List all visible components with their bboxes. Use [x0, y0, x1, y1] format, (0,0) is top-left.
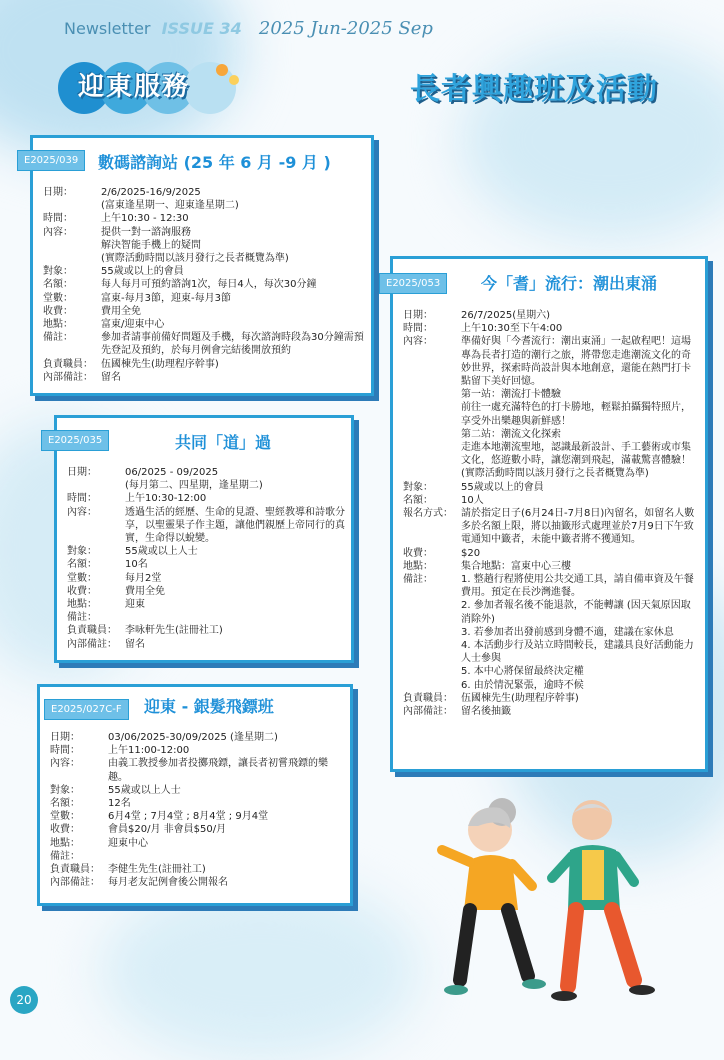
activity-details [50, 731, 344, 889]
detail-row: (實際活動時間以該月發行之長者概覽為準) [461, 468, 649, 480]
detail-row: (每月第二、四星期，逢星期二) [125, 480, 263, 492]
detail-row: 內容： 由義工教授參加者投擲飛鏢，讓長者初嘗飛鏢的樂趣。 [50, 758, 328, 783]
detail-row: 走進本地潮流聖地，認識最新設計、手工藝術或市集文化，悠遊數小時，讓您潮到飛起，滿載驚喜體驗！ [461, 442, 691, 467]
detail-row: 備註： [67, 612, 97, 624]
activity-code: E2025/027C-F [44, 699, 129, 720]
detail-row: 日期： 2/6/2025-16/9/2025 [43, 187, 201, 198]
detail-row: 日期： 06/2025 - 09/2025 [67, 467, 219, 478]
page-number: 20 [10, 986, 38, 1014]
detail-row: 收費： 費用全免 [67, 585, 165, 597]
issue-label: ISSUE 34 [161, 19, 242, 38]
detail-row: (實際活動時間以該月發行之長者概覽為準) [101, 253, 289, 265]
service-logo [54, 56, 249, 126]
issue-range: 2025 Jun-2025 Sep [258, 18, 433, 39]
detail-row: 內容： 透過生活的經歷、生命的見證、聖經教導和詩歌分享，以聖靈果子作主題，讓他們親歷上帝同行的真實，生命得以蛻變。 [67, 506, 345, 545]
activity-title: 共同「道」過 [175, 433, 272, 452]
detail-row: 收費： $20 [403, 547, 481, 559]
detail-row: 名額： 10名 [67, 559, 148, 571]
detail-row: 地點： 富東/迎東中心 [43, 319, 165, 331]
detail-row: 備註： 1. 整趟行程將使用公共交通工具，請自備車資及午餐費用。預定在長沙灣進餐。 [403, 574, 694, 599]
detail-row: 對象： 55歲或以上人士 [50, 784, 181, 796]
detail-row: 內容： 提供一對一諮詢服務 [43, 226, 191, 238]
detail-row: 負責職員： 伍國棟先生(助理程序幹事) [403, 692, 579, 704]
newsletter-header [64, 18, 433, 39]
detail-row: 負責職員： 李健生先生(註冊社工) [50, 864, 206, 876]
detail-row: 4. 本活動步行及站立時間較長，建議具良好活動能力人士參與 [461, 640, 694, 665]
detail-row: 地點： 迎東中心 [50, 837, 148, 849]
activity-card-darts-class [37, 684, 353, 906]
detail-row: 第一站：潮流打卡體驗 [461, 389, 561, 401]
detail-row: 收費： 會員$20/月 非會員$50/月 [50, 824, 227, 836]
detail-row: 時間： 上午10:30至下午4:00 [403, 323, 563, 335]
detail-row: (富東逢星期一、迎東逢星期二) [101, 200, 239, 212]
detail-row: 備註： [50, 850, 80, 862]
detail-row: 堂數： 6月4堂 ; 7月4堂 ; 8月4堂 ; 9月4堂 [50, 811, 269, 823]
activity-title: 迎東 - 銀髮飛鏢班 [144, 697, 274, 716]
detail-row: 地點： 迎東 [67, 599, 145, 611]
detail-row: 內部備註： 每月老友記例會後公開報名 [50, 877, 228, 889]
activity-card-faith-journey [48, 415, 354, 663]
detail-row: 內部備註： 留名後抽籤 [403, 706, 511, 718]
activity-title: 數碼諮詢站 (25 年 6 月 -9 月 ) [98, 153, 331, 172]
detail-row: 對象： 55歲或以上的會員 [43, 266, 184, 278]
detail-row: 日期： 03/06/2025-30/09/2025 (逢星期二) [50, 732, 278, 743]
activity-details [403, 309, 699, 718]
detail-row: 時間： 上午11:00-12:00 [50, 745, 190, 757]
detail-row: 解決智能手機上的疑問 [101, 239, 201, 251]
elderly-couple-walking-illustration [420, 790, 660, 1010]
detail-row: 時間： 上午10:30 - 12:30 [43, 213, 189, 225]
detail-row: 對象： 55歲或以上人士 [67, 546, 198, 558]
detail-row: 內部備註： 留名 [43, 371, 121, 383]
detail-row: 負責職員： 李咏軒先生(註冊社工) [67, 625, 223, 637]
detail-row: 地點： 集合地點：富東中心三樓 [403, 560, 571, 572]
activity-card-digital-consult [24, 135, 374, 396]
activity-details [43, 186, 365, 384]
activity-code: E2025/035 [41, 430, 109, 451]
detail-row: 前往一處充滿特色的打卡勝地，輕鬆拍攝獨特照片，享受外出樂趣與新鮮感！ [461, 402, 691, 427]
activity-code: E2025/053 [379, 273, 447, 294]
detail-row: 備註： 參加者請事前備好問題及手機，每次諮詢時段為30分鐘需預先登記及預約，於每月例會完結後開放預約 [43, 332, 364, 357]
detail-row: 堂數： 富東-每月3節，迎東-每月3節 [43, 292, 231, 304]
detail-row: 5. 本中心將保留最終決定權 [461, 666, 584, 678]
activity-title: 今「耆」流行：潮出東涌 [481, 274, 658, 293]
detail-row: 6. 由於情況緊張，逾時不候 [461, 679, 584, 691]
activity-code: E2025/039 [17, 150, 85, 171]
detail-row: 3. 若參加者出發前感到身體不適，建議在家休息 [461, 626, 674, 638]
detail-row: 堂數： 每月2堂 [67, 572, 162, 584]
detail-row: 時間： 上午10:30-12:00 [67, 493, 207, 505]
detail-row: 日期： 26/7/2025(星期六) [403, 310, 551, 321]
watercolor-blob [100, 880, 420, 1060]
detail-row: 負責職員： 伍國棟先生(助理程序幹事) [43, 358, 219, 370]
detail-row: 2. 參加者報名後不能退款，不能轉讓 (因天氣原因取消除外) [461, 600, 691, 625]
activity-details [67, 466, 345, 651]
detail-row: 收費： 費用全免 [43, 305, 141, 317]
detail-row: 內容： 準備好與「今耆流行：潮出東涌」一起啟程吧！這場專為長者打造的潮行之旅，將帶您走進潮流文化的奇妙世界，探索時尚設計與本地創意，還能在熱門打卡點留下美好回憶。 [403, 336, 691, 388]
detail-row: 名額： 每人每月可預約諮詢1次，每日4人，每次30分鐘 [43, 279, 317, 291]
logo-text: 迎東服務 [78, 72, 191, 102]
page-title: 長者興趣班及活動 [410, 72, 658, 107]
detail-row: 內部備註： 留名 [67, 638, 145, 650]
newsletter-label: Newsletter [64, 19, 151, 38]
detail-row: 名額： 10人 [403, 494, 484, 506]
detail-row: 報名方式： 請於指定日子(6月24日-7月8日)內留名，如留名人數多於名額上限，將以抽籤形式處理並於7月9日下午致電通知中籤者，未能中籤者將不獲通知。 [403, 508, 695, 546]
detail-row: 對象： 55歲或以上的會員 [403, 481, 544, 493]
activity-card-trend-outing [386, 256, 708, 772]
detail-row: 名額： 12名 [50, 798, 131, 810]
detail-row: 第二站：潮流文化探索 [461, 428, 561, 440]
